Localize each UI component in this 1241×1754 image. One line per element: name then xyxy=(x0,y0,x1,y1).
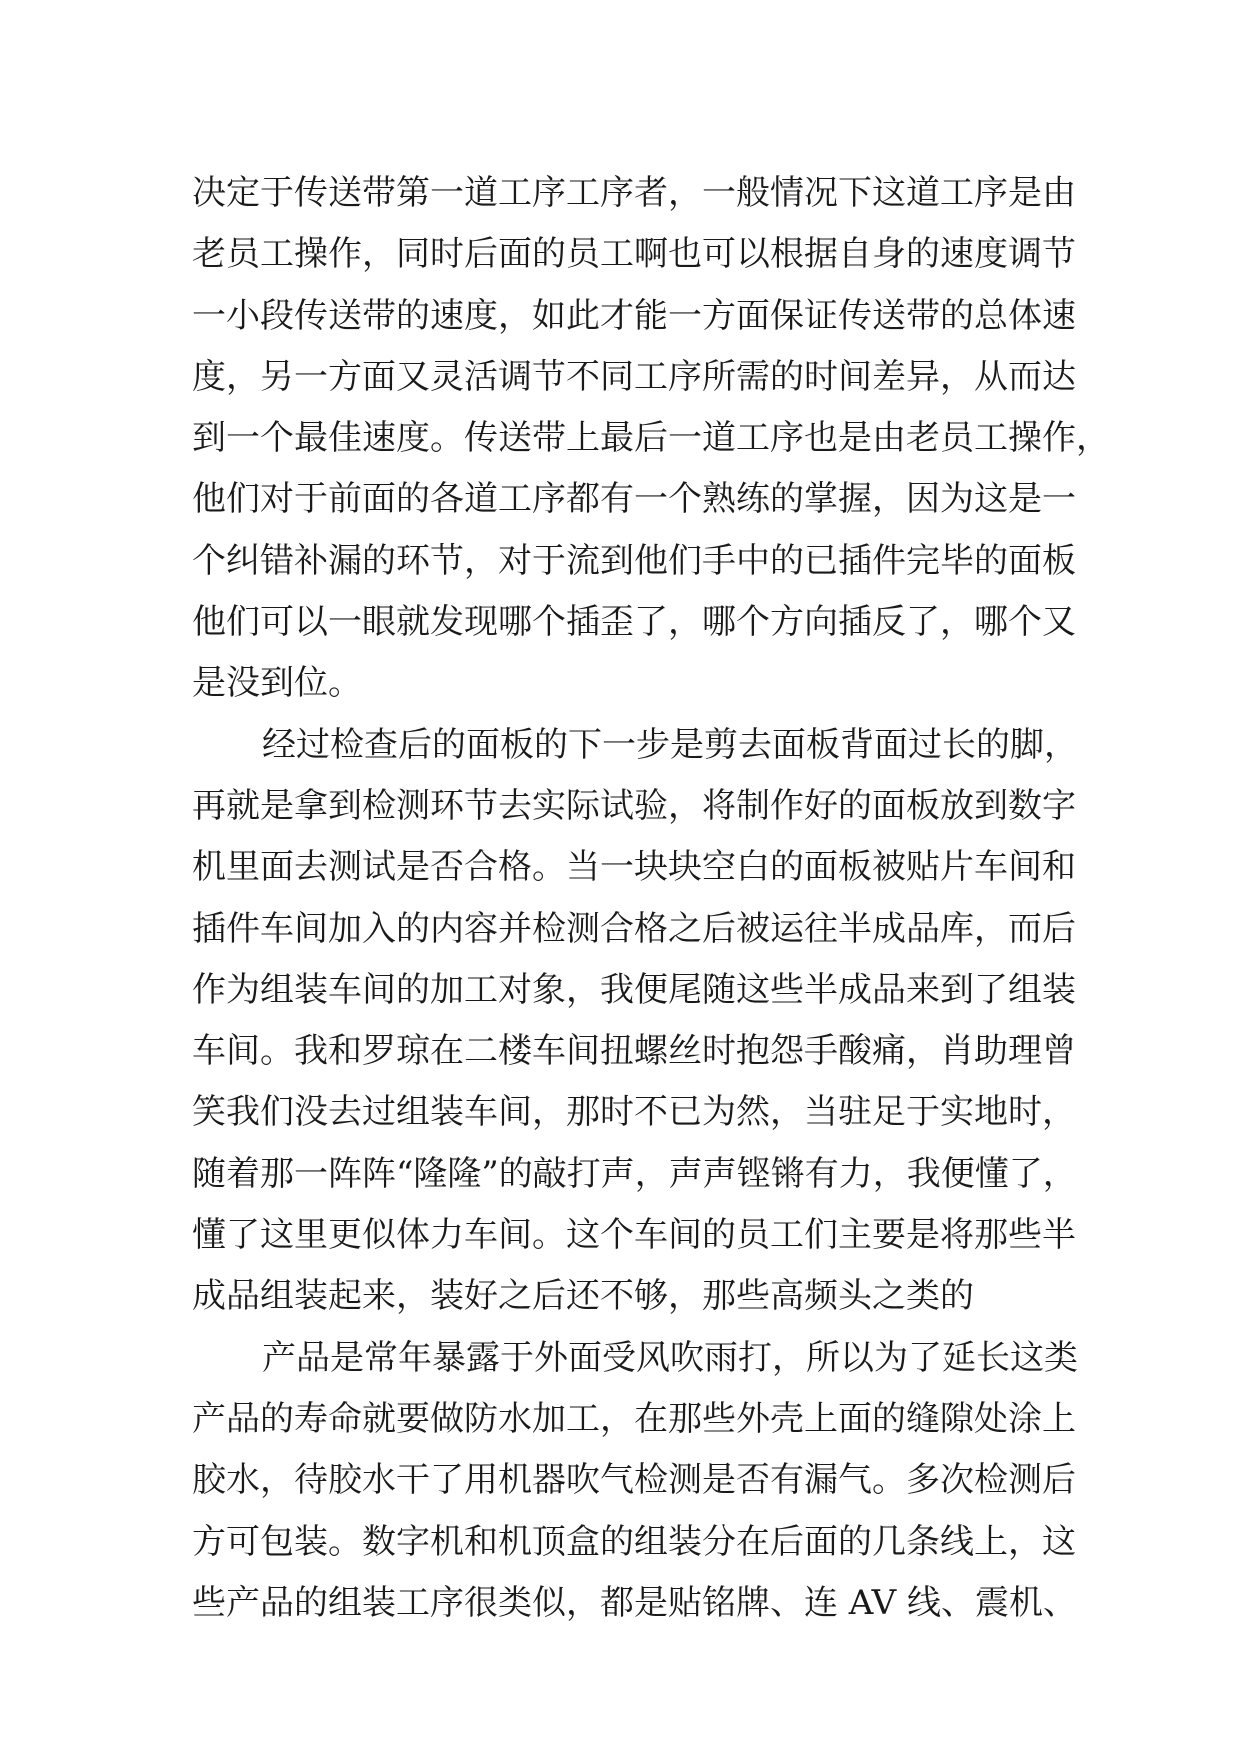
text-line: 机里面去测试是否合格。当一块块空白的面板被贴片车间和 xyxy=(192,847,1076,888)
text-line: 插件车间加入的内容并检测合格之后被运往半成品库，而后 xyxy=(192,908,1076,949)
text-line: 个纠错补漏的环节，对于流到他们手中的已插件完毕的面板 xyxy=(192,540,1076,581)
text-line: 产品是常年暴露于外面受风吹雨打，所以为了延长这类 xyxy=(262,1337,1078,1378)
text-line: 老员工操作，同时后面的员工啊也可以根据自身的速度调节 xyxy=(192,234,1076,275)
text-line: 再就是拿到检测环节去实际试验，将制作好的面板放到数字 xyxy=(192,785,1076,826)
text-line: 方可包装。数字机和机顶盒的组装分在后面的几条线上，这 xyxy=(192,1521,1076,1562)
text-line: 度，另一方面又灵活调节不同工序所需的时间差异，从而达 xyxy=(192,356,1076,397)
text-line: 笑我们没去过组装车间，那时不已为然，当驻足于实地时， xyxy=(192,1092,1076,1133)
text-line: 他们对于前面的各道工序都有一个熟练的掌握，因为这是一 xyxy=(192,479,1076,520)
text-line: 他们可以一眼就发现哪个插歪了，哪个方向插反了，哪个又 xyxy=(192,602,1076,643)
paragraph xyxy=(192,715,1078,1328)
text-line: 车间。我和罗琼在二楼车间扭螺丝时抱怨手酸痛，肖助理曾 xyxy=(192,1031,1076,1072)
text-line: 胶水，待胶水干了用机器吹气检测是否有漏气。多次检测后 xyxy=(192,1460,1076,1501)
text-line: 些产品的组装工序很类似，都是贴铭牌、连 AV 线、震机、 xyxy=(192,1582,1078,1623)
text-line: 随着那一阵阵“隆隆”的敲打声，声声铿锵有力，我便懂了， xyxy=(192,1153,1077,1194)
text-line: 决定于传送带第一道工序工序者，一般情况下这道工序是由 xyxy=(192,173,1076,213)
paragraph xyxy=(192,163,1110,715)
document-body xyxy=(192,163,1110,1634)
text-line: 成品组装起来，装好之后还不够，那些高频头之类的 xyxy=(192,1276,974,1317)
text-line: 产品的寿命就要做防水加工，在那些外壳上面的缝隙处涂上 xyxy=(192,1398,1076,1439)
text-line: 一小段传送带的速度，如此才能一方面保证传送带的总体速 xyxy=(192,295,1076,336)
text-line: 懂了这里更似体力车间。这个车间的员工们主要是将那些半 xyxy=(192,1215,1076,1256)
text-line: 到一个最佳速度。传送带上最后一道工序也是由老员工操作， xyxy=(192,418,1110,459)
text-line: 作为组装车间的加工对象，我便尾随这些半成品来到了组装 xyxy=(192,969,1076,1010)
paragraph xyxy=(192,1328,1078,1634)
text-line: 经过检查后的面板的下一步是剪去面板背面过长的脚， xyxy=(262,724,1078,765)
text-line: 是没到位。 xyxy=(192,663,362,704)
